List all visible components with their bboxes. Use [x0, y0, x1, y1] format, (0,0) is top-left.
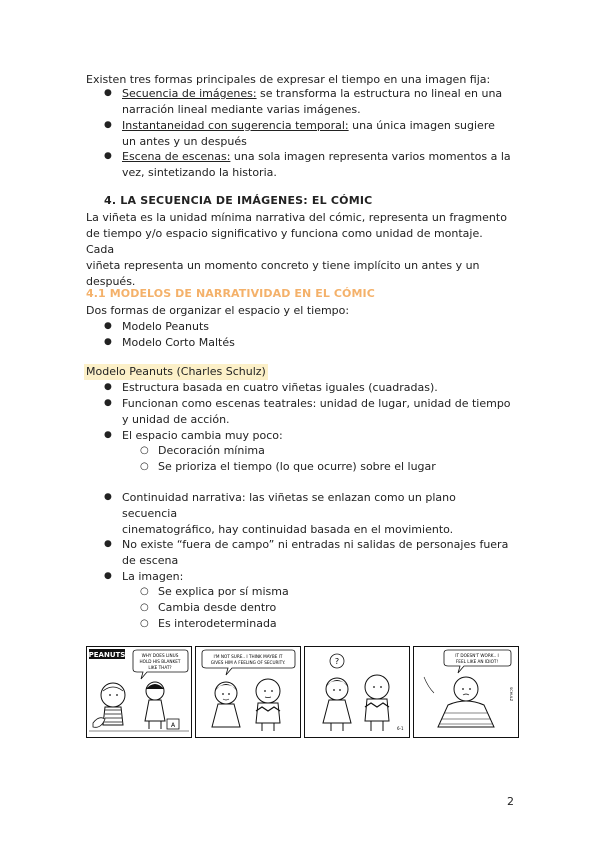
sub-bullet-icon: ○	[140, 461, 149, 472]
svg-text:SCHULZ: SCHULZ	[509, 687, 513, 702]
paragraph-line: viñeta representa un momento concreto y tiene implícito un antes y un	[86, 259, 480, 272]
paragraph-line: La viñeta es la unidad mínima narrativa del cómic, representa un fragmento	[86, 211, 507, 224]
bullet-icon: ●	[104, 88, 112, 98]
section-4-paragraph	[86, 210, 514, 290]
sub-bullet-icon: ○	[140, 445, 149, 456]
form-term: Secuencia de imágenes:	[122, 87, 257, 100]
page-number: 2	[507, 795, 514, 808]
comic-panel-4	[413, 646, 519, 738]
bullet-line: No existe “fuera de campo” ni entradas ni salidas de personajes fuera	[122, 538, 509, 551]
svg-text:6-1: 6-1	[397, 726, 404, 731]
form-text: narración lineal mediante varias imágenes.	[122, 103, 361, 116]
model-item: Modelo Corto Maltés	[122, 336, 235, 349]
form-text: una sola imagen representa varios momentos a la	[230, 150, 511, 163]
bubble-text: FEEL LIKE AN IDIOT!	[455, 659, 499, 664]
section-4-heading: 4. LA SECUENCIA DE IMÁGENES: EL CÓMIC	[104, 194, 373, 207]
comic-panel-3	[304, 646, 410, 738]
form-text: una única imagen sugiere	[348, 119, 495, 132]
peanuts-bullet-5	[122, 537, 514, 569]
form-text: vez, sintetizando la historia.	[122, 166, 277, 179]
bullet-icon: ●	[104, 492, 112, 502]
bullet-line: Continuidad narrativa: las viñetas se enlazan como un plano secuencia	[122, 491, 456, 520]
bullet-icon: ●	[104, 151, 112, 161]
form-item-1	[122, 86, 514, 118]
comic-panel-2	[195, 646, 301, 738]
bubble-text: HOLD HIS BLANKET	[139, 659, 181, 664]
bullet-line: de escena	[122, 554, 179, 567]
intro-text: Existen tres formas principales de expresar el tiempo en una imagen fija:	[86, 73, 491, 86]
form-text: un antes y un después	[122, 135, 247, 148]
comic-panel-3-drawing	[305, 647, 409, 737]
bullet-icon: ●	[104, 337, 112, 347]
section-4-1-intro: Dos formas de organizar el espacio y el tiempo:	[86, 304, 350, 317]
peanuts-logo: PEANUTS	[88, 651, 126, 659]
peanuts-sub-bullet: Cambia desde dentro	[158, 601, 277, 614]
comic-panel-1	[86, 646, 192, 738]
comic-panel-1-drawing	[87, 647, 191, 737]
paragraph-line: después.	[86, 275, 136, 288]
peanuts-bullet-1: Estructura basada en cuatro viñetas iguales (cuadradas).	[122, 381, 438, 394]
sub-bullet-icon: ○	[140, 586, 149, 597]
form-text: se transforma la estructura no lineal en una	[256, 87, 503, 100]
svg-text:A: A	[170, 722, 176, 729]
peanuts-bullet-2	[122, 396, 514, 428]
bubble-text: I'M NOT SURE.. I THINK MAYBE IT	[213, 654, 283, 659]
peanuts-bullet-4	[122, 490, 514, 538]
comic-panel-2-drawing	[196, 647, 300, 737]
bullet-icon: ●	[104, 571, 112, 581]
bullet-icon: ●	[104, 398, 112, 408]
peanuts-sub-bullet: Se prioriza el tiempo (lo que ocurre) sobre el lugar	[158, 460, 436, 473]
bullet-line: y unidad de acción.	[122, 413, 230, 426]
peanuts-sub-bullet: Decoración mínima	[158, 444, 265, 457]
sub-bullet-icon: ○	[140, 602, 149, 613]
peanuts-comic-strip	[86, 646, 518, 738]
sub-bullet-icon: ○	[140, 618, 149, 629]
form-item-3	[122, 149, 514, 181]
peanuts-bullet-6: La imagen:	[122, 570, 184, 583]
form-item-2	[122, 118, 514, 150]
bullet-icon: ●	[104, 430, 112, 440]
bullet-icon: ●	[104, 321, 112, 331]
bubble-text: ?	[334, 657, 340, 666]
model-item: Modelo Peanuts	[122, 320, 209, 333]
bubble-text: LIKE THAT?	[148, 665, 172, 670]
peanuts-sub-bullet: Se explica por sí misma	[158, 585, 289, 598]
bullet-icon: ●	[104, 539, 112, 549]
bubble-text: GIVES HIM A FEELING OF SECURITY.	[210, 660, 286, 665]
bullet-line: Funcionan como escenas teatrales: unidad de lugar, unidad de tiempo	[122, 397, 511, 410]
section-4-1-heading: 4.1 MODELOS DE NARRATIVIDAD EN EL CÓMIC	[86, 287, 375, 300]
peanuts-title: Modelo Peanuts (Charles Schulz)	[86, 365, 266, 378]
bubble-text: WHY DOES LINUS	[141, 653, 179, 658]
bullet-icon: ●	[104, 120, 112, 130]
form-term: Escena de escenas:	[122, 150, 231, 163]
form-term: Instantaneidad con sugerencia temporal:	[122, 119, 349, 132]
comic-panel-4-drawing	[414, 647, 518, 737]
bullet-icon: ●	[104, 382, 112, 392]
bubble-text: IT DOESN'T WORK.. I	[455, 653, 499, 658]
bullet-line: cinematográfico, hay continuidad basada en el movimiento.	[122, 523, 454, 536]
paragraph-line: de tiempo y/o espacio significativo y funciona como unidad de montaje. Cada	[86, 227, 483, 256]
peanuts-bullet-3: El espacio cambia muy poco:	[122, 429, 283, 442]
peanuts-sub-bullet: Es interodeterminada	[158, 617, 277, 630]
